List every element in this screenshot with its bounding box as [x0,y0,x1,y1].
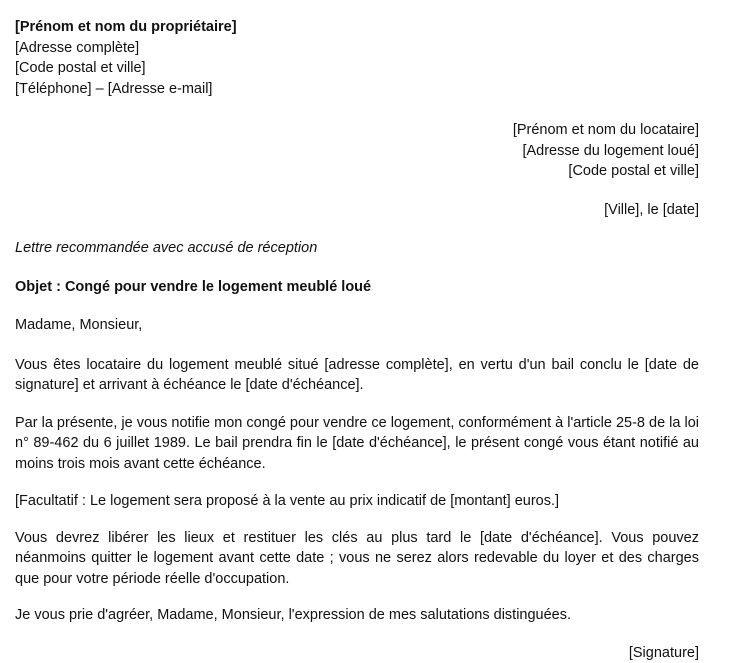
paragraph-optional-price: [Facultatif : Le logement sera proposé à la vente au prix indicatif de [montant] euros.] [15,493,560,509]
sender-name: [Prénom et nom du propriétaire] [15,19,237,35]
letter-subject: Objet : Congé pour vendre le logement meublé loué [15,278,372,295]
recipient-block [15,120,699,182]
sender-contact: [Téléphone] – [Adresse e-mail] [15,80,213,97]
greeting: Madame, Monsieur, [15,317,143,333]
paragraph-closing: Je vous prie d'agréer, Madame, Monsieur, l'expression de mes salutations distinguées. [15,607,572,623]
sender-block [15,17,699,99]
recipient-name: [Prénom et nom du locataire] [512,122,699,138]
date-line: [Ville], le [date] [604,201,699,218]
paragraph-notice: Par la présente, je vous notifie mon congé pour vendre ce logement, conformément à l'article 25-8 de la loi n° 89-462 du 6 juillet 1989. Le bail prendra fin le [date d'échéance], le présent congé vous étant notifié au moins trois mois avant cette échéance. [15,414,699,472]
delivery-mode: Lettre recommandée avec accusé de réception [15,240,318,256]
letter-document [15,17,699,663]
recipient-address: [Adresse du logement loué] [522,142,699,159]
paragraph-vacate: Vous devrez libérer les lieux et restituer les clés au plus tard le [date d'échéance]. Vous pouvez néanmoins quitter le logement avant cette date ; vous ne serez alors redevable du loyer et des charges que pour votre période réelle d'occupation. [15,529,699,587]
sender-address: [Adresse complète] [15,39,140,56]
recipient-postal-city: [Code postal et ville] [568,163,699,179]
sender-postal-city: [Code postal et ville] [15,60,146,76]
signature: [Signature] [628,644,699,661]
paragraph-tenancy: Vous êtes locataire du logement meublé situé [adresse complète], en vertu d'un bail conclu le [date de signature] et arrivant à échéance le [date d'échéance]. [15,356,699,393]
